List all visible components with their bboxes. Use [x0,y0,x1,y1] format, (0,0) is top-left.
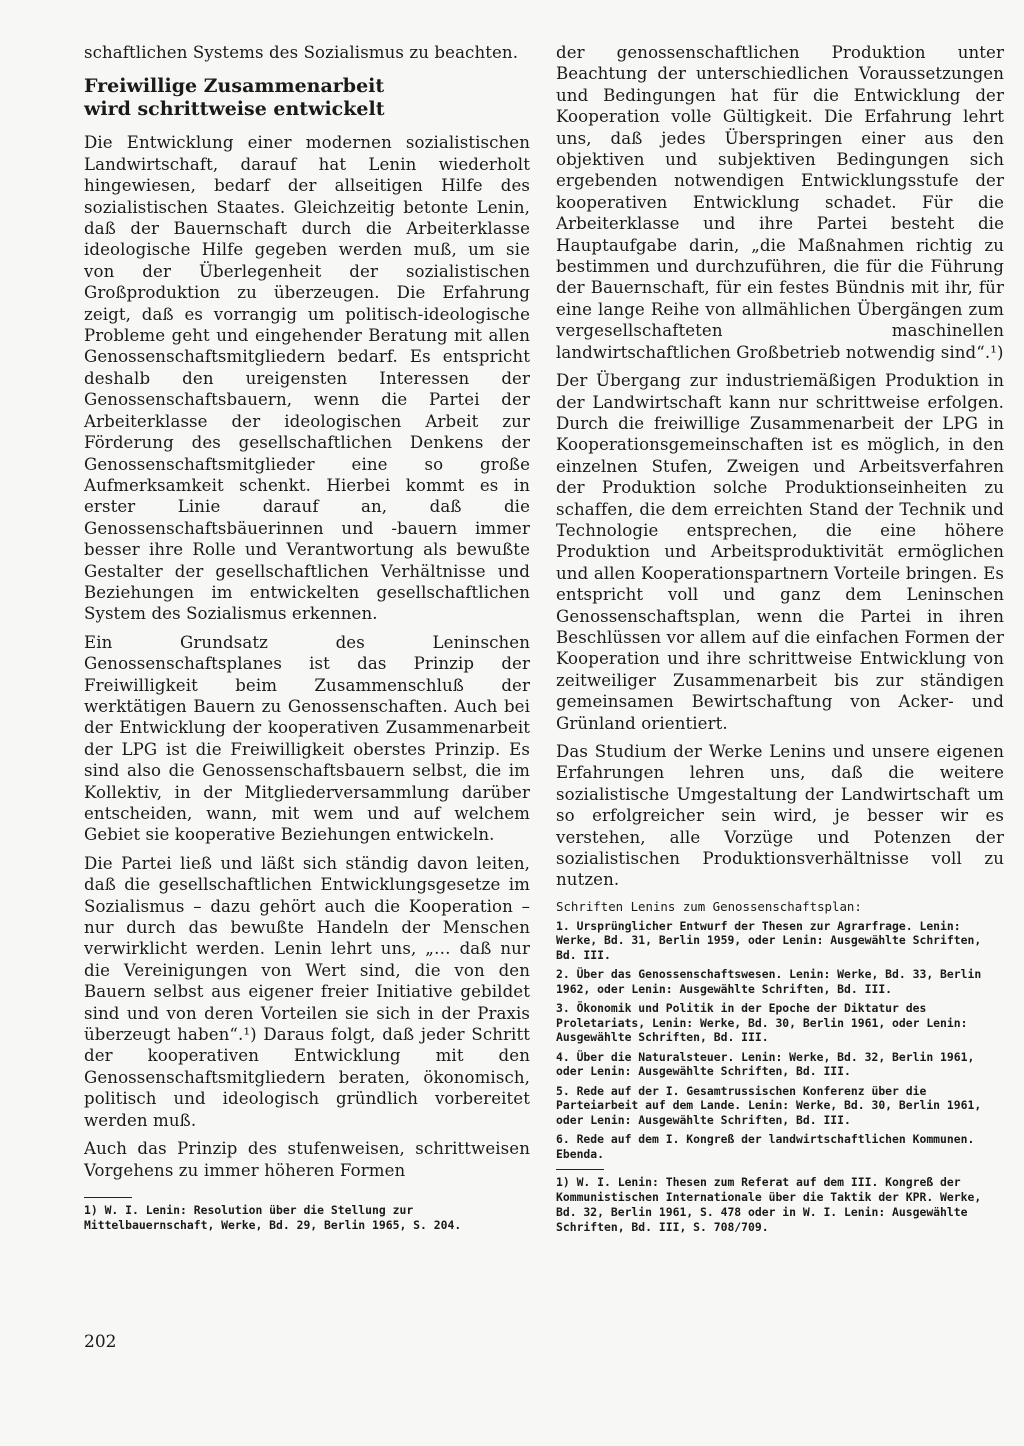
paragraph: Auch das Prinzip des stufenweisen, schrittweisen Vorgehens zu immer höheren Formen [84,1139,530,1180]
paragraph: Ein Grundsatz des Leninschen Genossenschaftsplanes ist das Prinzip der Freiwilligkeit beim Zusammenschluß der werktätigen Bauern zu Genossenschaften. Auch bei der Entwicklung der kooperativen Zusammenarbeit der LPG ist die Freiwilligkeit oberstes Prinzip. Es sind also die Genossenschaftsbauern selbst, die im Kollektiv, in der Mitgliederversammlung darüber entscheiden, wann, mit wem und auf welchem Gebiet sie kooperative Beziehungen entwickeln. [84,632,530,845]
paragraph: Das Studium der Werke Lenins und unsere eigenen Erfahrungen lehren uns, daß die weitere sozialistische Umgestaltung der Landwirtschaft um so erfolgreicher sein wird, je besser wir es verstehen, alle Vorzüge und Potenzen der sozialistischen Produktionsverhältnisse voll zu nutzen. [556,742,1004,890]
paragraph: Der Übergang zur industriemäßigen Produktion in der Landwirtschaft kann nur schrittweise erfolgen. Durch die freiwillige Zusammenarbeit der LPG in Kooperationsgemeinschaften ist es möglich, in den einzelnen Stufen, Zweigen und Arbeitsverfahren der Produktion solche Produktionseinheiten zu schaffen, die dem erreichten Stand der Technik und Technologie entsprechen, die eine höhere Produktion und Arbeitsproduktivität ermöglichen und allen Kooperationspartnern Vorteile bringen. Es entspricht voll und ganz dem Leninschen Genossenschaftsplan, wenn die Partei in ihren Beschlüssen vor allem auf die einfachen Formen der Kooperation und ihre schrittweise Entwicklung von zeitweiliger Zusammenarbeit bis zur ständigen gemeinsamen Bewirtschaftung von Acker- und Grünland orientiert. [556,371,1004,733]
source-item: 3. Ökonomik und Politik in der Epoche der Diktatur des Proletariats, Lenin: Werke, Bd. 30, Berlin 1961, oder Lenin: Ausgewählte Schriften, Bd. III. [556,1001,968,1045]
heading-line-2: wird schrittweise entwickelt [84,98,385,121]
paragraph: Die Partei ließ und läßt sich ständig davon leiten, daß die gesellschaftlichen Entwicklungsgesetze im Sozialismus – dazu gehört auch die Kooperation – nur durch das bewußte Handeln der Menschen verwirklicht werden. Lenin lehrt uns, „… daß nur die Vereinigungen von Wert sind, die von den Bauern selbst aus eigener freier Initiative gebildet sind und von deren Vorteilen sie sich in der Praxis überzeugt haben“.¹) Daraus folgt, daß jeder Schritt der kooperativen Entwicklung mit den Genossenschaftsmitgliedern beraten, ökonomisch, politisch und ideologisch gründlich vorbereitet werden muß. [84,853,530,1130]
heading-line-1: Freiwillige Zusammenarbeit [84,75,385,98]
paragraph: der genossenschaftlichen Produktion unter Beachtung der unterschiedlichen Voraussetzungen und Bedingungen hat für die Entwicklung der Kooperation volle Gültigkeit. Die Erfahrung lehrt uns, daß jedes Überspringen einer aus den objektiven und subjektiven Bedingungen sich ergebenden notwendigen Entwicklungsstufe der kooperativen Entwicklung schadet. Für die Arbeiterklasse und ihre Partei besteht die Hauptaufgabe darin, „die Maßnahmen richtig zu bestimmen und durchzuführen, die für die Führung der Bauernschaft, für ein festes Bündnis mit ihr, für eine lange Reihe von allmählichen Übergängen zum vergesellschafteten maschinellen landwirtschaftlichen Großbetrieb notwendig sind“.¹) [556,43,1004,362]
source-item: 4. Über die Naturalsteuer. Lenin: Werke, Bd. 32, Berlin 1961, oder Lenin: Ausgewählte Schriften, Bd. III. [556,1049,975,1079]
intro-paragraph: schaftlichen Systems des Sozialismus zu beachten. [84,43,519,62]
source-item: 2. Über das Genossenschaftswesen. Lenin: Werke, Bd. 33, Berlin 1962, oder Lenin: Ausgewählte Schriften, Bd. III. [556,967,982,996]
sources-heading: Schriften Lenins zum Genossenschaftsplan: [556,898,862,914]
page-number: 202 [84,1332,117,1352]
right-column [556,42,1004,1237]
source-item: 1. Ursprünglicher Entwurf der Thesen zur Agrarfrage. Lenin: Werke, Bd. 31, Berlin 1959, oder Lenin: Ausgewählte Schriften, Bd. III. [556,918,982,962]
left-column [84,42,530,1235]
footnote-rule [84,1197,132,1198]
paragraph: Die Entwicklung einer modernen sozialistischen Landwirtschaft, darauf hat Lenin wiederholt hingewiesen, bedarf der allseitigen Hilfe des sozialistischen Staates. Gleichzeitig betonte Lenin, daß der Bauernschaft durch die Arbeiterklasse ideologische Hilfe gegeben werden muß, um sie von der Überlegenheit der sozialistischen Großproduktion zu überzeugen. Die Erfahrung zeigt, daß es vorrangig um politisch-ideologische Probleme geht und eingehender Beratung mit allen Genossenschaftsmitgliedern bedarf. Es entspricht deshalb den ureigensten Interessen der Genossenschaftsbauern, wenn die Partei der Arbeiterklasse der ideologischen Arbeit zur Förderung des gesellschaftlichen Denkens der Genossenschaftsmitglieder eine so große Aufmerksamkeit schenkt. Hierbei kommt es in erster Linie darauf an, daß die Genossenschaftsbäuerinnen und -bauern immer besser ihre Rolle und Verantwortung als bewußte Gestalter der gesellschaftlichen Verhältnisse und Beziehungen im entwickelten gesellschaftlichen System des Sozialismus erkennen. [84,133,530,624]
footnote: 1) W. I. Lenin: Thesen zum Referat auf dem III. Kongreß der Kommunistischen Internationale über die Taktik der KPR. Werke, Bd. 32, Berlin 1961, S. 478 oder in W. I. Lenin: Ausgewählte Schriften, Bd. III, S. 708/709. [556,1175,982,1235]
footnote-rule [556,1169,604,1170]
source-item: 6. Rede auf dem I. Kongreß der landwirtschaftlichen Kommunen. Ebenda. [556,1132,975,1161]
footnote: 1) W. I. Lenin: Resolution über die Stellung zur Mittelbauernschaft, Werke, Bd. 29, Berlin 1965, S. 204. [84,1202,462,1232]
section-heading [84,75,530,121]
source-item: 5. Rede auf der I. Gesamtrussischen Konferenz über die Parteiarbeit auf dem Lande. Lenin: Werke, Bd. 30, Berlin 1961, oder Lenin: Ausgewählte Schriften, Bd. III. [556,1083,982,1127]
